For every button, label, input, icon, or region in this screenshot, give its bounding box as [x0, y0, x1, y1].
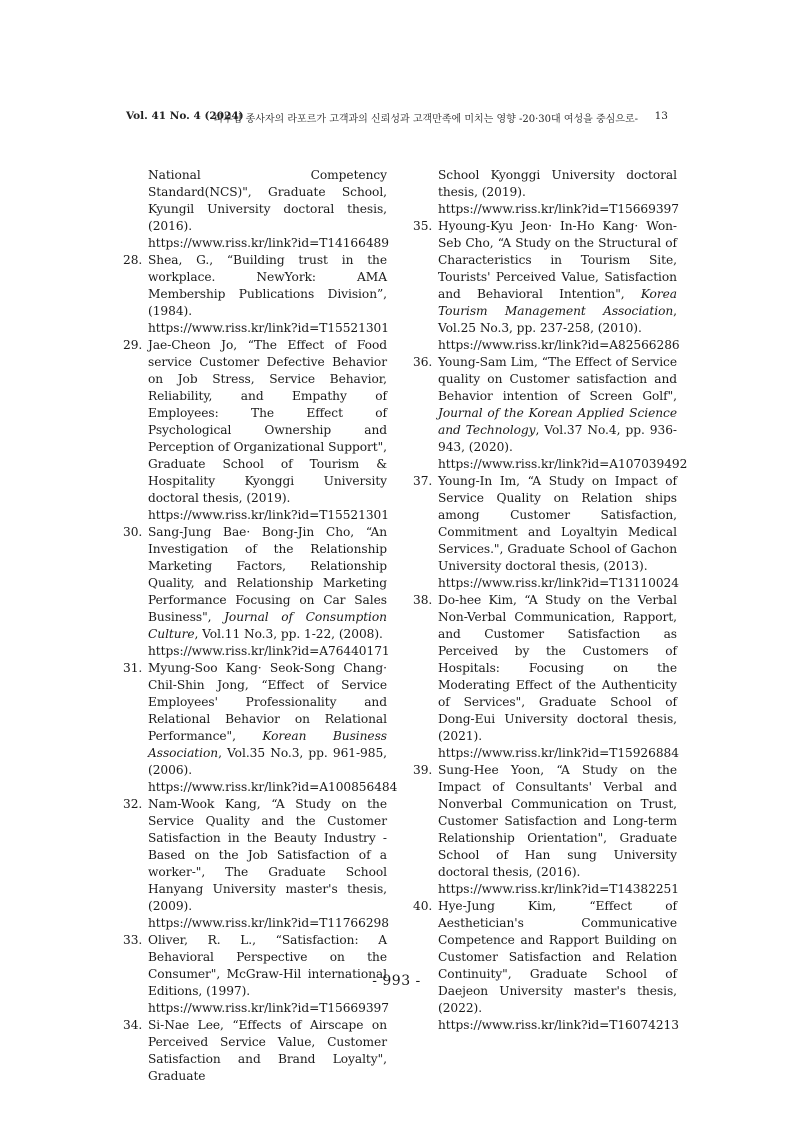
reference-text: Myung-Soo Kang· Seok-Song Chang· Chil-Shin Jong, “Effect of Service Employees' Professionality and Relational Behavior on Relational Performance", — [148, 661, 387, 743]
reference-entry — [123, 524, 390, 660]
reference-entry — [123, 252, 387, 337]
reference-number: 28. — [123, 253, 143, 267]
reference-journal: Korea Tourism Management Association — [438, 287, 677, 318]
reference-number: 37. — [413, 474, 433, 488]
header-page-number: 13 — [654, 110, 668, 122]
reference-link[interactable]: https://www.riss.kr/link?id=T15669397 — [148, 1001, 389, 1015]
reference-number: 34. — [123, 1018, 143, 1032]
reference-text: Young-In Im, “A Study on Impact of Service Quality on Relation ships among Customer Satisfaction, Commitment and Loyaltyin Medical Services.", Graduate School of Gachon University doctoral thesis, (2013). — [438, 474, 677, 573]
reference-journal: Journal of the Korean Applied Science and Technology — [438, 406, 677, 437]
reference-text-tail: , Vol.11 No.3, pp. 1-22, (2008). — [194, 627, 383, 641]
reference-text: Hyoung-Kyu Jeon· In-Ho Kang· Won-Seb Cho, “A Study on the Structural of Characteristics in Tourism Site, Tourists' Perceived Value, Satisfaction and Behavioral Intention", — [438, 219, 677, 301]
reference-text: School Kyonggi University doctoral thesis, (2019). — [438, 168, 677, 199]
reference-text: Sang-Jung Bae· Bong-Jin Cho, “An Investigation of the Relationship Marketing Factors, Relationship Quality, and Relationship Marketing Performance Focusing on Car Sales Business", — [148, 525, 387, 624]
reference-text: Nam-Wook Kang, “A Study on the Service Quality and the Customer Satisfaction in the Beauty Industry -Based on the Job Satisfaction of a worker-", The Graduate School Hanyang University master's thesis, (2009). — [148, 797, 387, 913]
reference-entry — [123, 337, 387, 524]
reference-number: 35. — [413, 219, 433, 233]
reference-text: Do-hee Kim, “A Study on the Verbal Non-Verbal Communication, Rapport, and Customer Satisfaction as Perceived by the Customers of Hospitals: Focusing on the Moderating Effect of the Authenticity of Services", Graduate School of Dong-Eui University doctoral thesis, (2021). — [438, 593, 677, 743]
reference-link[interactable]: https://www.riss.kr/link?id=A82566286 — [438, 338, 680, 352]
reference-text: Young-Sam Lim, “The Effect of Service quality on Customer satisfaction and Behavior intention of Screen Golf", — [438, 355, 677, 403]
reference-number: 33. — [123, 933, 143, 947]
reference-link[interactable]: https://www.riss.kr/link?id=T15926884 — [438, 746, 679, 760]
reference-journal: Journal of Consumption Culture — [148, 610, 387, 641]
reference-link[interactable]: https://www.riss.kr/link?id=A76440171 — [148, 644, 390, 658]
reference-link[interactable]: https://www.riss.kr/link?id=T15521301 — [148, 321, 389, 335]
journal-volume: Vol. 41 No. 4 (2024) — [126, 110, 244, 122]
reference-text: Si-Nae Lee, “Effects of Airscape on Perceived Service Value, Customer Satisfaction and Brand Loyalty", Graduate — [148, 1018, 387, 1083]
reference-entry — [413, 592, 677, 762]
reference-entry — [413, 473, 677, 592]
reference-link[interactable]: https://www.riss.kr/link?id=T16074213 — [438, 1018, 679, 1032]
reference-text: Hye-Jung Kim, “Effect of Aesthetician's Communicative Competence and Rapport Building on Customer Satisfaction and Relation Continuity", Graduate School of Daejeon University master's thesis, (2022). — [438, 899, 677, 1015]
reference-entry — [123, 660, 398, 796]
reference-entry — [413, 762, 677, 898]
reference-number: 30. — [123, 525, 143, 539]
reference-entry — [413, 354, 688, 473]
page-footer — [0, 973, 793, 989]
reference-entry — [413, 218, 680, 354]
reference-link[interactable]: https://www.riss.kr/link?id=T14166489 — [148, 236, 389, 250]
reference-entry — [413, 898, 677, 1034]
reference-text: Shea, G., “Building trust in the workplace. NewYork: AMA Membership Publications Division”, (1984). — [148, 253, 387, 318]
reference-entry — [123, 796, 387, 932]
reference-text-tail: , Vol.35 No.3, pp. 961-985, (2006). — [148, 746, 387, 777]
reference-text-tail: , Vol.25 No.3, pp. 237-258, (2010). — [438, 304, 677, 335]
reference-text-tail: , Vol.37 No.4, pp. 936-943, (2020). — [438, 423, 677, 454]
reference-number: 29. — [123, 338, 143, 352]
reference-entry — [413, 167, 677, 218]
references-right-column — [413, 167, 688, 1034]
footer-page-number: - 993 - — [372, 973, 421, 989]
reference-number: 32. — [123, 797, 143, 811]
reference-link[interactable]: https://www.riss.kr/link?id=T15521301 — [148, 508, 389, 522]
reference-link[interactable]: https://www.riss.kr/link?id=A107039492 — [438, 457, 688, 471]
reference-entry — [123, 1017, 387, 1085]
reference-journal: Korean Business Association — [148, 729, 387, 760]
running-title: 피부샵 종사자의 라포르가 고객과의 신뢰성과 고객만족에 미치는 영향 -20·30대 여성을 중심으로- — [213, 114, 638, 125]
reference-number: 39. — [413, 763, 433, 777]
reference-link[interactable]: https://www.riss.kr/link?id=T13110024 — [438, 576, 679, 590]
reference-text: Sung-Hee Yoon, “A Study on the Impact of Consultants' Verbal and Nonverbal Communication on Trust, Customer Satisfaction and Long-term Relationship Orientation", Graduate School of Han sung University doctoral thesis, (2016). — [438, 763, 677, 879]
reference-link[interactable]: https://www.riss.kr/link?id=A100856484 — [148, 780, 398, 794]
reference-link[interactable]: https://www.riss.kr/link?id=T11766298 — [148, 916, 389, 930]
reference-number: 38. — [413, 593, 433, 607]
reference-text: Jae-Cheon Jo, “The Effect of Food service Customer Defective Behavior on Job Stress, Service Behavior, Reliability, and Empathy of Employees: The Effect of Psychological Ownership and Perception of Organizational Support", Graduate School of Tourism & Hospitality Kyonggi University doctoral thesis, (2019). — [148, 338, 387, 505]
reference-entry — [123, 167, 387, 252]
reference-number: 31. — [123, 661, 143, 675]
reference-link[interactable]: https://www.riss.kr/link?id=T14382251 — [438, 882, 679, 896]
reference-text: National Competency Standard(NCS)", Graduate School, Kyungil University doctoral thesis, (2016). — [148, 168, 387, 233]
reference-text: Oliver, R. L., “Satisfaction: A Behavioral Perspective on the Consumer", McGraw-Hil international Editions, (1997). — [148, 933, 387, 998]
reference-link[interactable]: https://www.riss.kr/link?id=T15669397 — [438, 202, 679, 216]
reference-number: 36. — [413, 355, 433, 369]
reference-number: 40. — [413, 899, 433, 913]
